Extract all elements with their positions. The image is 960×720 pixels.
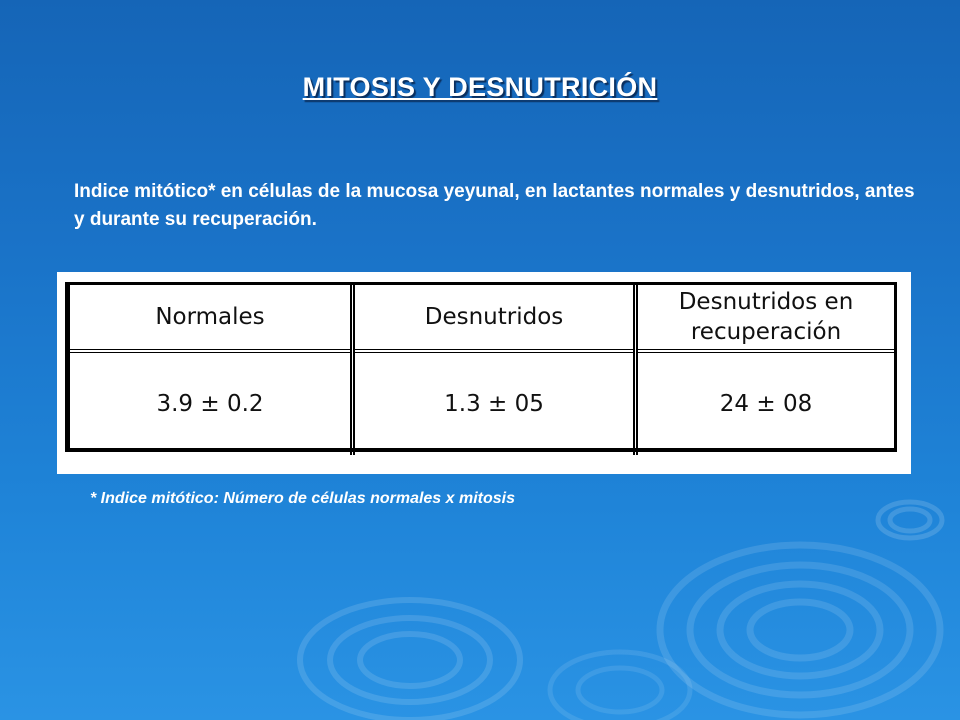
results-table-frame — [65, 282, 897, 452]
results-table-panel — [57, 272, 911, 474]
slide-description: Indice mitótico* en células de la mucosa yeyunal, en lactantes normales y desnutridos, antes y durante su recuperación. — [74, 181, 915, 230]
slide-title: MITOSIS Y DESNUTRICIÓN — [302, 72, 658, 102]
header-desnutridos-recuperacion: Desnutridos en recuperación — [636, 285, 895, 351]
table-header-row — [70, 285, 894, 351]
header-normales: Normales — [70, 285, 353, 351]
footnote: * Indice mitótico: Número de células normales x mitosis — [90, 490, 516, 507]
table-row — [70, 351, 894, 455]
value-normales: 3.9 ± 0.2 — [70, 351, 353, 455]
header-desnutridos: Desnutridos — [353, 285, 636, 351]
value-desnutridos: 1.3 ± 05 — [353, 351, 636, 455]
value-desnutridos-recuperacion: 24 ± 08 — [719, 391, 813, 417]
results-table — [70, 285, 894, 455]
